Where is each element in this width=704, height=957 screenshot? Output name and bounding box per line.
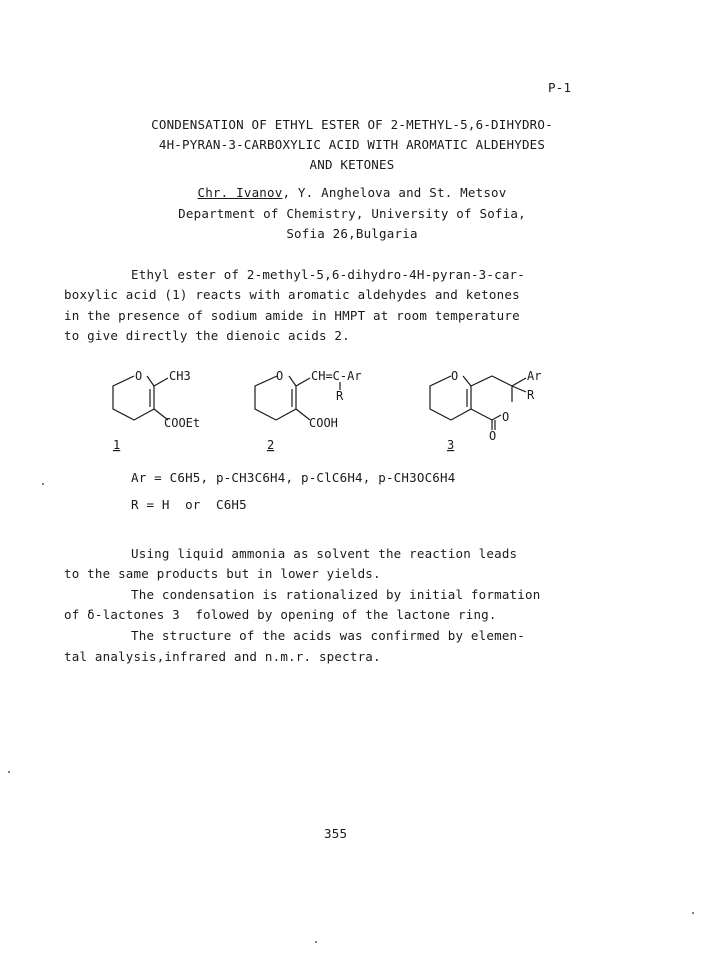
scan-speck [692, 912, 694, 914]
presenting-author: Chr. Ivanov [197, 185, 283, 200]
structure-1-ring-o: O [135, 369, 143, 383]
structure-1 [113, 369, 200, 452]
affiliation-line-1: Department of Chemistry, University of Sofia, [178, 206, 526, 221]
structure-1-number: 1 [113, 438, 121, 452]
r-definition: R = H or C6H5 [131, 497, 247, 512]
abstract-p1-line4: to give directly the dienoic acids 2. [64, 328, 350, 343]
abstract-p2-line2: to the same products but in lower yields. [64, 566, 381, 581]
title-line-2: 4H-PYRAN-3-CARBOXYLIC ACID WITH AROMATIC ALDEHYDES [158, 137, 546, 152]
structure-1-bottom-sub: COOEt [164, 416, 201, 430]
structure-2-r-sub: R [336, 389, 344, 403]
structure-2-number: 2 [267, 438, 275, 452]
structure-3 [430, 369, 541, 452]
scan-speck [315, 941, 317, 943]
co-authors: , Y. Anghelova and St. Metsov [282, 185, 507, 200]
structure-3-ring-o: O [451, 369, 459, 383]
scan-speck [42, 483, 44, 485]
structure-2-ring-o: O [276, 369, 284, 383]
title-line-3: AND KETONES [309, 157, 395, 172]
structure-1-top-sub: CH3 [169, 369, 191, 383]
page-number: 355 [324, 826, 348, 841]
chemical-structures [0, 360, 704, 460]
author-line [0, 185, 704, 200]
structure-2 [255, 369, 362, 452]
structure-3-r: R [527, 388, 535, 402]
abstract-p1-line2: boxylic acid (1) reacts with aromatic aldehydes and ketones [64, 287, 520, 302]
structure-2-top-sub: CH=C-Ar [311, 369, 362, 383]
structure-3-ar: Ar [527, 369, 542, 383]
structure-3-carbonyl-o: O [489, 429, 497, 443]
page-code: P-1 [548, 80, 572, 95]
scan-speck [8, 771, 10, 773]
structure-3-lactone-o: O [502, 410, 510, 424]
abstract-p3-line1: The condensation is rationalized by initial formation [131, 587, 541, 602]
abstract-p3-line2: of δ-lactones 3 folowed by opening of the lactone ring. [64, 607, 497, 622]
ar-definition: Ar = C6H5, p-CH3C6H4, p-ClC6H4, p-CH3OC6H4 [131, 470, 456, 485]
structure-2-bottom-sub: COOH [309, 416, 338, 430]
abstract-p4-line1: The structure of the acids was confirmed by elemen- [131, 628, 526, 643]
abstract-p4-line2: tal analysis,infrared and n.m.r. spectra. [64, 649, 381, 664]
abstract-p1-line1: Ethyl ester of 2-methyl-5,6-dihydro-4H-pyran-3-car- [131, 267, 526, 282]
abstract-p1-line3: in the presence of sodium amide in HMPT at room temperature [64, 308, 520, 323]
affiliation-line-2: Sofia 26,Bulgaria [286, 226, 418, 241]
structure-3-number: 3 [447, 438, 455, 452]
abstract-p2-line1: Using liquid ammonia as solvent the reaction leads [131, 546, 518, 561]
title-line-1: CONDENSATION OF ETHYL ESTER OF 2-METHYL-5,6-DIHYDRO- [151, 117, 553, 132]
